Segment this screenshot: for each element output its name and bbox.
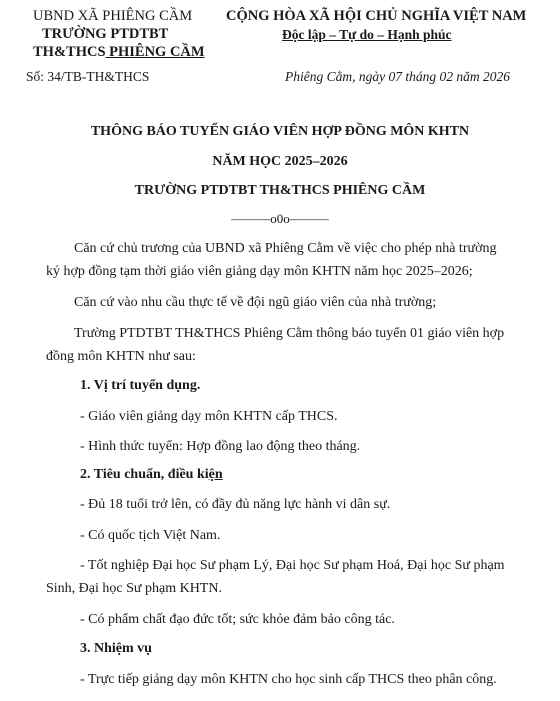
section2-item3-line2: Sinh, Đại học Sư phạm KHTN.: [46, 581, 222, 596]
document-date: Phiêng Cằm, ngày 07 tháng 02 năm 2026: [285, 69, 510, 84]
section2-heading-suffix: ện: [208, 467, 223, 482]
para3-line2: đồng môn KHTN như sau:: [46, 349, 196, 364]
header-school-line1: TRƯỜNG PTDTBT: [42, 26, 169, 42]
section2-heading-prefix: 2. Tiêu chuẩn, điều ki: [80, 467, 209, 482]
school-year: NĂM HỌC 2025–2026: [212, 154, 348, 169]
national-title: CỘNG HÒA XÃ HỘI CHỦ NGHĨA VIỆT NAM: [226, 8, 527, 24]
section2-item2: - Có quốc tịch Việt Nam.: [80, 528, 221, 543]
para1-line2: ký hợp đồng tạm thời giáo viên giảng dạy môn KHTN năm học 2025–2026;: [46, 264, 473, 279]
section1-heading: 1. Vị trí tuyển dụng.: [80, 378, 201, 393]
para3-line1: Trường PTDTBT TH&THCS Phiêng Cằm thông báo tuyển 01 giáo viên hợp: [74, 326, 505, 341]
para2: Căn cứ vào nhu cầu thực tế về đội ngũ giáo viên của nhà trường;: [74, 295, 437, 310]
header-school-suffix: PHIÊNG CẦM: [105, 44, 205, 60]
school-name-title: TRƯỜNG PTDTBT TH&THCS PHIÊNG CẦM: [134, 183, 426, 198]
section2-item4: - Có phẩm chất đạo đức tốt; sức khỏe đảm bảo công tác.: [80, 612, 395, 627]
section1-item1: - Giáo viên giảng dạy môn KHTN cấp THCS.: [80, 409, 338, 424]
title-separator: ———o0o———: [231, 211, 329, 226]
section2-item1: - Đủ 18 tuổi trở lên, có đầy đủ năng lực hành vi dân sự.: [80, 497, 391, 512]
header-school-line2: [33, 44, 205, 61]
document-number: Số: 34/TB-TH&THCS: [26, 69, 150, 84]
section3-heading: 3. Nhiệm vụ: [80, 641, 152, 656]
national-motto: Độc lập – Tự do – Hạnh phúc: [282, 27, 452, 42]
section3-item1: - Trực tiếp giảng dạy môn KHTN cho học sinh cấp THCS theo phân công.: [80, 672, 497, 687]
section2-heading: [80, 467, 223, 483]
header-authority: UBND XÃ PHIÊNG CẦM: [33, 8, 193, 24]
header-school-prefix: TH&THCS: [33, 44, 106, 60]
para1-line1: Căn cứ chủ trương của UBND xã Phiêng Cằm về việc cho phép nhà trường: [74, 241, 497, 256]
section1-item2: - Hình thức tuyển: Hợp đồng lao động theo tháng.: [80, 439, 361, 454]
section2-item3-line1: - Tốt nghiệp Đại học Sư phạm Lý, Đại học Sư phạm Hoá, Đại học Sư phạm: [80, 558, 505, 573]
document-title: THÔNG BÁO TUYỂN GIÁO VIÊN HỢP ĐỒNG MÔN KHTN: [90, 124, 470, 139]
